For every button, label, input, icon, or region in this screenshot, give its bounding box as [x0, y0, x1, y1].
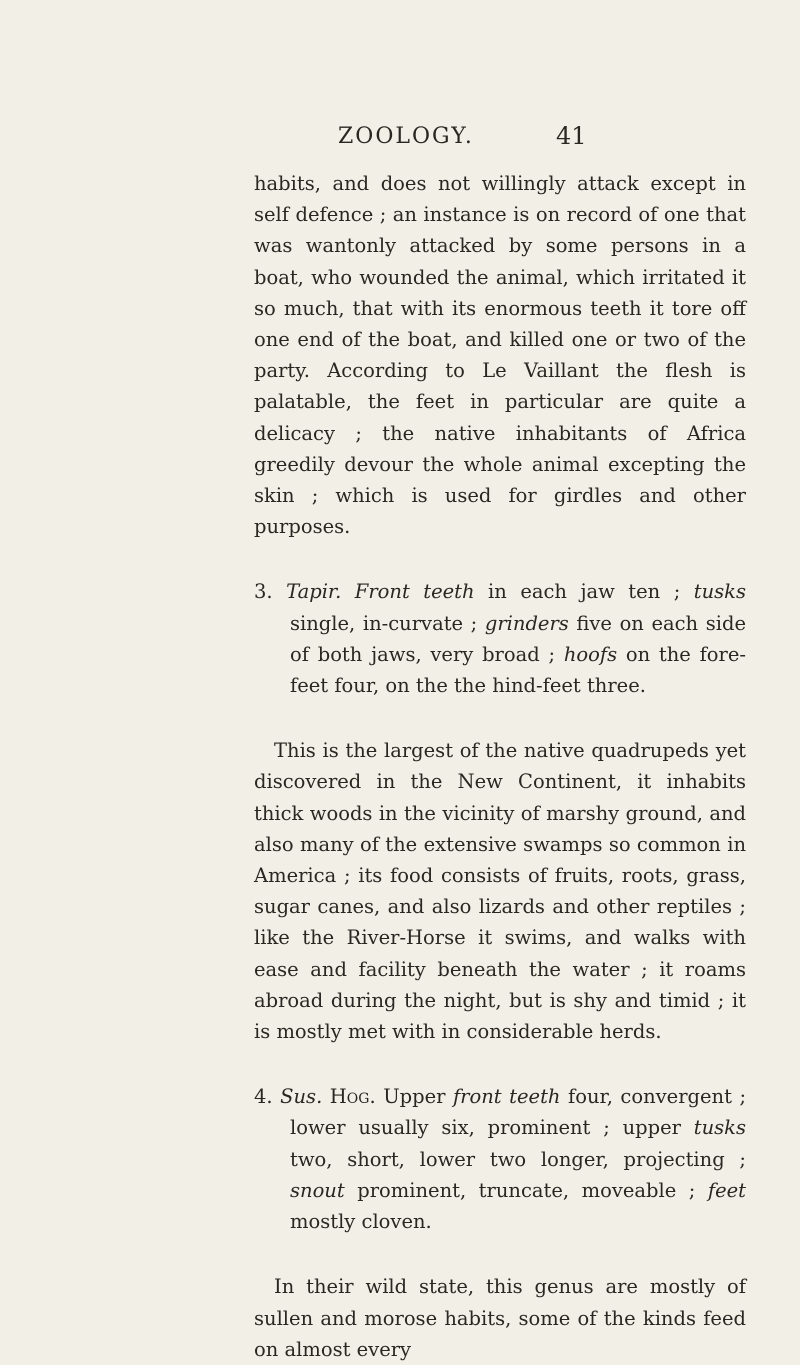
term-snout: snout	[290, 1178, 345, 1202]
term-tusks: tusks	[693, 1116, 746, 1140]
paragraph-hog: In their wild state, this genus are mostly of sullen and morose habits, some of the kinds feed on almost every	[254, 1275, 746, 1361]
term-feet: feet	[707, 1178, 746, 1202]
entry-text: four, convergent ; lower usually six, prominent ; upper	[290, 1085, 747, 1140]
entry-text: five on each side of both jaws, very broad ;	[290, 611, 746, 666]
entry-number: 4.	[254, 1085, 273, 1109]
entry-hog	[254, 1081, 746, 1237]
term-tusks: tusks	[693, 580, 746, 604]
entry-text: in each jaw ten ;	[474, 580, 694, 604]
entry-text: two, short, lower two longer, projecting ;	[290, 1147, 746, 1171]
term-hoofs: hoofs	[563, 642, 618, 666]
term-front-teeth: front teeth	[452, 1085, 561, 1109]
term-front-teeth: Front teeth	[354, 580, 475, 604]
genus-name: Sus.	[280, 1085, 323, 1109]
genus-name: Tapir.	[286, 580, 342, 604]
paragraph-hippopotamus-continued: habits, and does not willingly attack except in self defence ; an instance is on record of one that was wantonly attacked by some persons in a boat, who wounded the animal, which irritated it so much, that with its enormous teeth it tore off one end of the boat, and killed one or two of the party. According to Le Vaillant the flesh is palatable, the feet in particular are quite a delicacy ; the native inhabitants of Africa greedily devour the whole animal excepting the skin ; which is used for girdles and other purposes.	[254, 172, 746, 539]
paragraph-tapir: This is the largest of the native quadrupeds yet discovered in the New Continent, it inhabits thick woods in the vicinity of marshy ground, and also many of the extensive swamps so common in America ; its food consists of fruits, roots, grass, sugar canes, and also lizards and other reptiles ; like the River-Horse it swims, and walks with ease and facility beneath the water ; it roams abroad during the night, but is shy and timid ; it is mostly met with in considerable herds.	[254, 739, 746, 1044]
term-grinders: grinders	[484, 611, 569, 635]
entry-text: Upper	[375, 1085, 453, 1109]
entry-tapir	[254, 576, 746, 701]
entry-text: mostly cloven.	[290, 1210, 432, 1234]
entry-text: prominent, truncate, moveable ;	[344, 1178, 708, 1202]
entry-number: 3.	[254, 580, 273, 604]
page-header	[0, 124, 800, 154]
body-text	[254, 168, 746, 1365]
entry-text: single, in-curvate ;	[290, 611, 485, 635]
common-name: Hog.	[329, 1085, 376, 1109]
page-number: 41	[556, 122, 587, 150]
running-head: ZOOLOGY.	[338, 124, 474, 149]
entry-text: on the fore-feet four, on the the hind-feet three.	[290, 642, 746, 698]
